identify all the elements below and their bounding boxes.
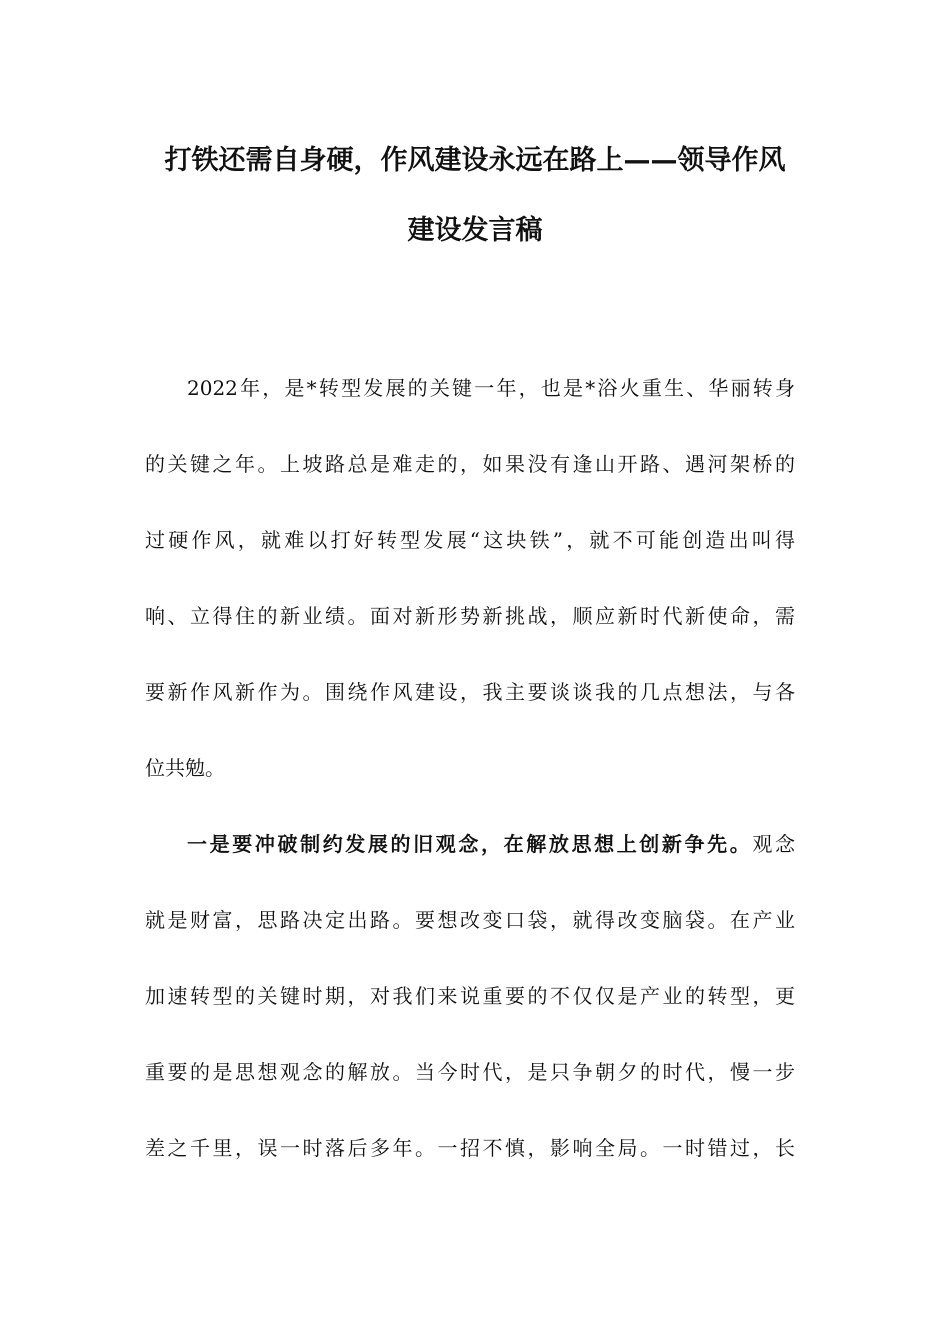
paragraph-line: 位共勉。	[145, 756, 225, 780]
document-body	[145, 350, 795, 1186]
paragraph-line: 就是财富，思路决定出路。要想改变口袋，就得改变脑袋。在产业	[145, 908, 795, 932]
title-line-2: 建设发言稿	[407, 215, 543, 246]
paragraph-line: 要新作风新作为。围绕作风建设，我主要谈谈我的几点想法，与各	[145, 680, 795, 704]
paragraph-line: 响、立得住的新业绩。面对新形势新挑战，顺应新时代新使命，需	[145, 604, 795, 628]
document-title	[130, 126, 820, 266]
paragraph-line: 差之千里，误一时落后多年。一招不慎，影响全局。一时错过，长	[145, 1136, 795, 1160]
paragraph-line: 加速转型的关键时期，对我们来说重要的不仅仅是产业的转型，更	[145, 984, 795, 1008]
paragraph-line	[145, 806, 795, 882]
paragraph-point-one	[145, 806, 795, 1186]
point-one-heading: 一是要冲破制约发展的旧观念，在解放思想上创新争先。	[187, 832, 753, 856]
point-one-first-line-rest: 观念	[752, 832, 795, 856]
paragraph-line: 2022年，是*转型发展的关键一年，也是*浴火重生、华丽转身	[187, 376, 795, 400]
paragraph-intro	[145, 350, 795, 806]
title-line-1: 打铁还需自身硬，作风建设永远在路上——领导作风	[164, 145, 786, 176]
paragraph-line: 重要的是思想观念的解放。当今时代，是只争朝夕的时代，慢一步	[145, 1060, 795, 1084]
paragraph-line: 的关键之年。上坡路总是难走的，如果没有逢山开路、遇河架桥的	[145, 452, 795, 476]
paragraph-line: 过硬作风，就难以打好转型发展“这块铁”，就不可能创造出叫得	[145, 528, 795, 552]
